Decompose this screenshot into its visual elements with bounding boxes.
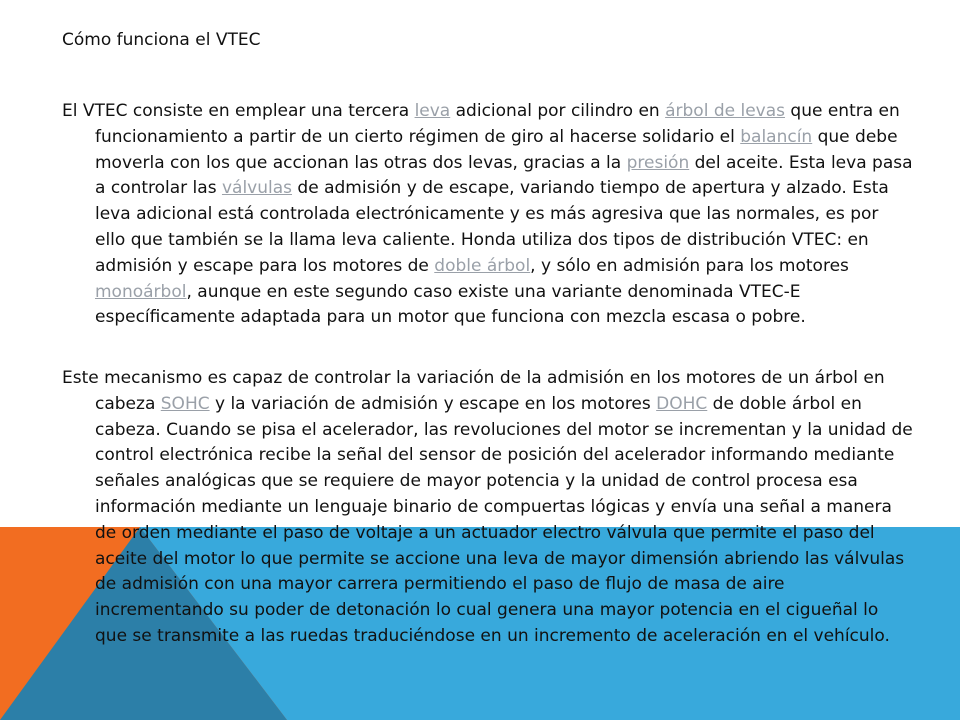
hyperlink[interactable]: SOHC xyxy=(160,393,210,414)
text-run: El VTEC consiste en emplear una tercera xyxy=(62,101,415,121)
paragraph-1 xyxy=(62,99,914,331)
hyperlink[interactable]: válvulas xyxy=(221,178,293,199)
text-run: , y sólo en admisión para los motores xyxy=(530,255,849,276)
hyperlink[interactable]: balancín xyxy=(740,126,813,147)
text-run: de doble árbol en cabeza. Cuando se pisa el acelerador, las revoluciones del motor se incrementan y la unidad de control electrónica recibe la señal del sensor de posición del acelerador informando mediante señales analógicas que se requiere de mayor potencia y la unidad de control procesa esa información mediante un lenguaje binario de compuertas lógicas y envía una señal a manera de orden mediante el paso de voltaje a un actuador electro válvula que permite el paso del aceite del motor lo que permite se accione una leva de mayor dimensión abriendo las válvulas de admisión con una mayor carrera permitiendo el paso de flujo de masa de aire incrementando su poder de detonación lo cual genera una mayor potencia en el cigueñal lo que se transmite a las ruedas traduciéndose en un incremento de aceleración en el vehículo. xyxy=(95,393,913,646)
text-run: adicional por cilindro en xyxy=(450,101,666,121)
text-run: , aunque en este segundo caso existe una variante denominada VTEC-E específicamente adaptada para un motor que funciona con mezcla escasa o pobre. xyxy=(95,281,806,328)
hyperlink[interactable]: presión xyxy=(626,152,690,173)
paragraph-1-block xyxy=(62,99,914,331)
text-run: que entra en funcionamiento a partir de un cierto régimen de giro al hacerse solidario el xyxy=(95,101,900,147)
hyperlink[interactable]: árbol de levas xyxy=(665,101,785,121)
text-run: del aceite. Esta leva pasa a controlar las xyxy=(95,152,913,199)
text-run: Este mecanismo es capaz de controlar la variación de la admisión en los motores de un árbol en cabeza xyxy=(62,368,885,414)
text-run: y la variación de admisión y escape en los motores xyxy=(209,393,657,414)
text-run: que debe moverla con los que accionan las otras dos levas, gracias a la xyxy=(95,126,898,173)
hyperlink[interactable]: leva xyxy=(414,101,451,121)
paragraph-2-block xyxy=(62,366,914,650)
hyperlink[interactable]: monoárbol xyxy=(95,281,187,302)
hyperlink[interactable]: doble árbol xyxy=(434,255,531,276)
text-run: de admisión y de escape, variando tiempo de apertura y alzado. Esta leva adicional está controlada electrónicamente y es más agresiva que las normales, es por ello que también se la llama leva caliente. Honda utiliza dos tipos de distribución VTEC: en admisión y escape para los motores de xyxy=(95,178,889,276)
slide-title: Cómo funciona el VTEC xyxy=(62,30,261,50)
hyperlink[interactable]: DOHC xyxy=(656,393,708,414)
paragraph-2 xyxy=(62,366,914,650)
